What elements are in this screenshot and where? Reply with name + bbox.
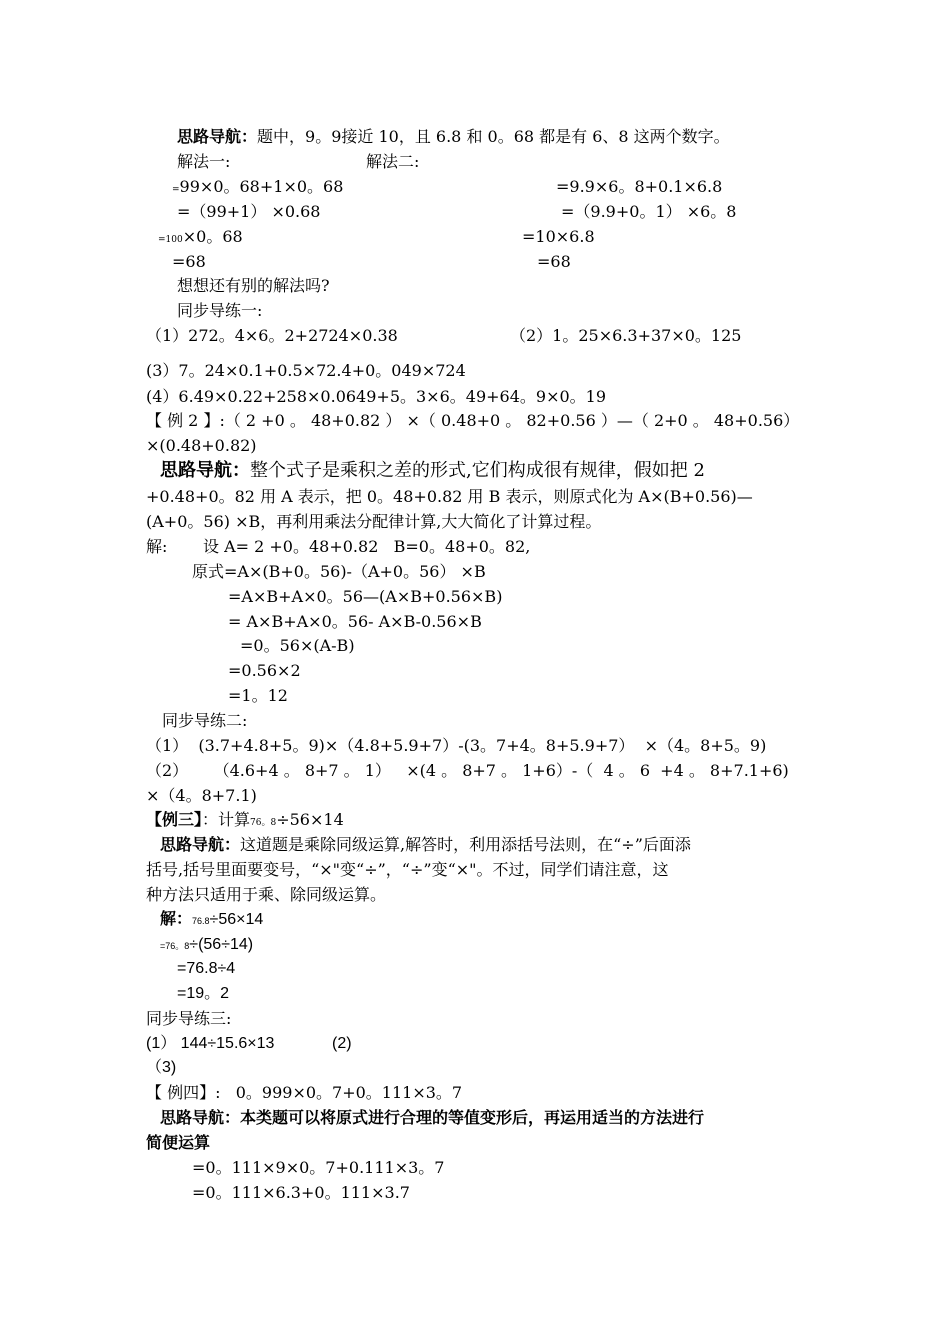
idea-2-cont-1: +0.48+0。82 用 A 表示，把 0。48+0.82 用 B 表示，则原式化为 A×(B+0.56)— bbox=[146, 487, 753, 506]
idea-4: 思路导航：本类题可以将原式进行合理的等值变形后，再运用适当的方法进行 bbox=[160, 1108, 705, 1127]
small-equals: = bbox=[172, 185, 180, 195]
idea-2-cont-2: (A+0。56) ×B，再利用乘法分配律计算,大大简化了计算过程。 bbox=[146, 512, 602, 531]
solution-tail: ÷56×14 bbox=[209, 911, 264, 928]
practice-one-q1: （1）272。4×6。2+2724×0.38 bbox=[146, 326, 398, 345]
example-4-step-2: =0。111×6.3+0。111×3.7 bbox=[192, 1183, 410, 1202]
practice-three-q1: (1） 144÷15.6×13 bbox=[146, 1035, 275, 1052]
example-4-problem: 【 例四】: 0。999×0。7+0。111×3。7 bbox=[146, 1083, 463, 1102]
think-prompt: 想想还有别的解法吗? bbox=[177, 276, 330, 295]
solution-label: 解: bbox=[146, 537, 168, 556]
small-number: 76。8 bbox=[250, 818, 277, 828]
step-text: ×0。68 bbox=[182, 227, 243, 246]
idea-3-cont-1: 括号,括号里面要变号，“×"变“÷”，“÷”变“×"。不过，同学们请注意，这 bbox=[146, 860, 669, 879]
solution-heading: 解： bbox=[160, 911, 193, 928]
idea-3-cont-2: 种方法只适用于乘、除同级运算。 bbox=[146, 885, 387, 904]
line-idea-3 bbox=[160, 834, 691, 856]
solution-step-5: =0.56×2 bbox=[228, 661, 301, 680]
practice-one-heading: 同步导练一: bbox=[177, 301, 263, 320]
small-number: =76。8 bbox=[160, 941, 190, 951]
method-one-label: 解法一: bbox=[177, 152, 231, 171]
idea-4-cont: 简便运算 bbox=[146, 1133, 211, 1152]
idea-text: 整个式子是乘积之差的形式,它们构成很有规律，假如把 2 bbox=[250, 460, 705, 481]
solution-step-4: =0。56×(A-B) bbox=[240, 636, 355, 655]
example-2-problem-cont: ×(0.48+0.82) bbox=[146, 436, 257, 455]
example-3-solution-4: =19。2 bbox=[177, 985, 230, 1002]
step-text: 99×0。68+1×0。68 bbox=[179, 177, 344, 196]
example-3-solution-3: =76.8÷4 bbox=[177, 960, 236, 977]
example-tail: ÷56×14 bbox=[276, 810, 344, 829]
small-equals: =100 bbox=[158, 235, 183, 245]
example-3-problem bbox=[146, 809, 344, 834]
practice-two-q2: （2） （4.6+4 。 8+7 。 1） ×(4 。 8+7 。 1+6）-（ 4 。 6 +4 。 8+7.1+6) bbox=[146, 761, 789, 780]
line-idea-1 bbox=[177, 126, 730, 148]
line-idea-2 bbox=[160, 460, 705, 482]
idea-heading: 思路导航： bbox=[160, 460, 250, 481]
solution-tail: ÷(56÷14) bbox=[189, 936, 254, 953]
idea-heading: 思路导航： bbox=[177, 127, 258, 146]
method-two-label: 解法二: bbox=[366, 152, 420, 171]
practice-one-q4: (4）6.49×0.22+258×0.0649+5。3×6。49+64。9×0。19 bbox=[146, 387, 607, 406]
small-number: 76.8 bbox=[192, 916, 210, 926]
idea-text: 题中，9。9接近 10，且 6.8 和 0。68 都是有 6、8 这两个数字。 bbox=[257, 127, 730, 146]
solution-step-3: = A×B+A×0。56- A×B-0.56×B bbox=[228, 612, 482, 631]
practice-one-q3: (3）7。24×0.1+0.5×72.4+0。049×724 bbox=[146, 361, 466, 380]
example-4-step-1: =0。111×9×0。7+0.111×3。7 bbox=[192, 1158, 445, 1177]
practice-three-heading: 同步导练三: bbox=[146, 1009, 232, 1028]
solution-step-2: =A×B+A×0。56—(A×B+0.56×B) bbox=[228, 587, 503, 606]
idea-heading: 思路导航： bbox=[160, 835, 241, 854]
practice-three-q2: (2) bbox=[332, 1035, 352, 1052]
practice-two-heading: 同步导练二: bbox=[162, 711, 248, 730]
practice-two-q2-cont: ×（4。8+7.1) bbox=[146, 786, 257, 805]
method-two-result: =68 bbox=[537, 252, 571, 271]
practice-one-q2: （2）1。25×6.3+37×0。125 bbox=[510, 326, 742, 345]
example-text: ：计算 bbox=[202, 810, 251, 829]
solution-let: 设 A= 2 +0。48+0.82 B=0。48+0。82, bbox=[203, 537, 531, 556]
method-two-step-1: =9.9×6。8+0.1×6.8 bbox=[556, 177, 723, 196]
method-two-step-3: =10×6.8 bbox=[522, 227, 595, 246]
solution-step-1: 原式=A×(B+0。56)-（A+0。56） ×B bbox=[192, 562, 486, 581]
method-one-step-3 bbox=[158, 226, 243, 251]
method-two-step-2: =（9.9+0。1） ×6。8 bbox=[561, 202, 737, 221]
idea-text: 这道题是乘除同级运算,解答时，利用添括号法则，在“÷”后面添 bbox=[240, 835, 691, 854]
example-3-solution-2 bbox=[160, 934, 253, 957]
example-3-solution-1 bbox=[160, 909, 263, 932]
example-heading: 【例三】 bbox=[146, 810, 203, 829]
method-one-result: =68 bbox=[172, 252, 206, 271]
example-2-problem: 【 例 2 】:（ 2 +0 。 48+0.82 ） ×（ 0.48+0 。 82+0.56 ）—（ 2+0 。 48+0.56） bbox=[146, 411, 800, 430]
practice-three-q3: （3) bbox=[146, 1059, 177, 1076]
method-one-step-2: =（99+1） ×0.68 bbox=[177, 202, 321, 221]
practice-two-q1: （1） (3.7+4.8+5。9)×（4.8+5.9+7）-(3。7+4。8+5.9+7） ×（4。8+5。9) bbox=[146, 736, 767, 755]
method-one-step-1 bbox=[172, 176, 343, 201]
solution-step-6: =1。12 bbox=[228, 686, 288, 705]
